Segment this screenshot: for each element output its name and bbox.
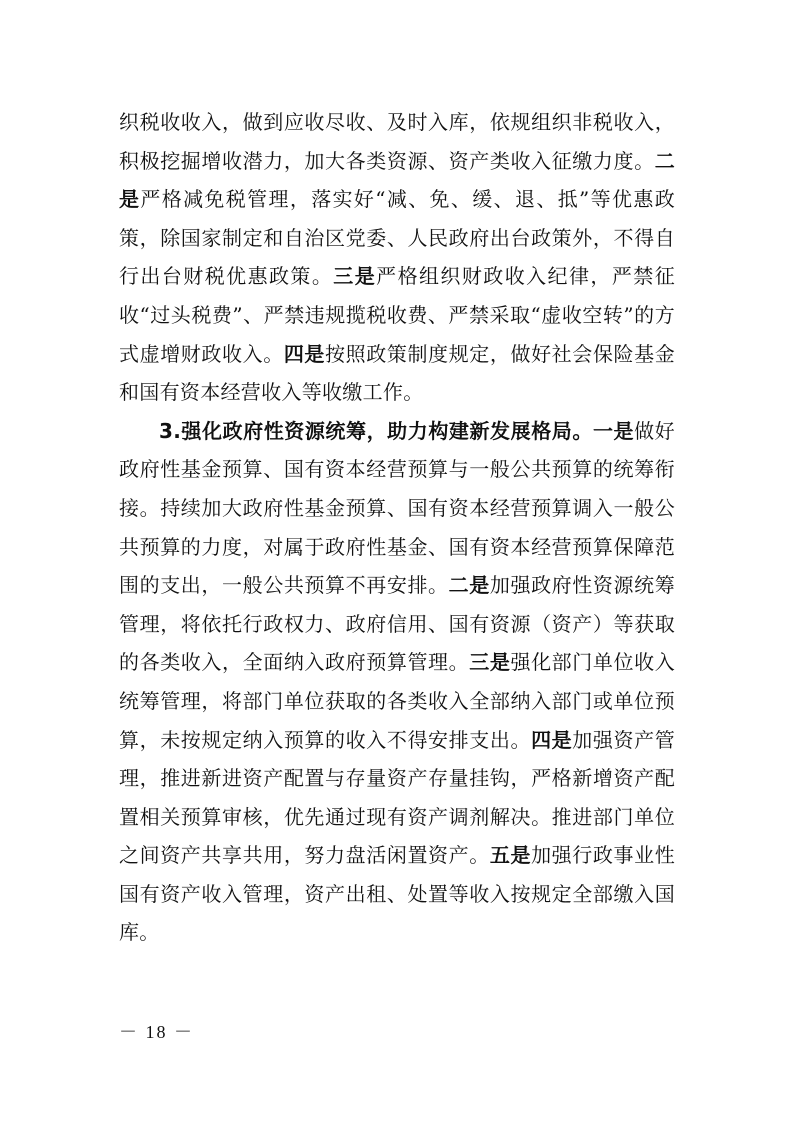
keyword-second: 二是 [119, 148, 675, 212]
paragraph-resource-coordination [119, 412, 675, 952]
keyword-third: 三是 [333, 264, 377, 289]
body-text [119, 103, 675, 952]
sentence: 按照政策制度规定，做好社会保险基金和国有资本经营收入等收缴工作。 [119, 341, 675, 405]
keyword-fifth: 五是 [489, 843, 532, 868]
sentence: 严格组织财政收入纪律，严禁征收“过头税费”、严禁违规揽税收费、严禁采取“虚收空转”的方式虚增财政收入。 [119, 264, 675, 366]
sentence: 强化部门单位收入统筹管理，将部门单位获取的各类收入全部纳入部门或单位预算，未按规定纳入预算的收入不得安排支出。 [119, 650, 675, 752]
sentence: 加强行政事业性国有资产收入管理，资产出租、处置等收入按规定全部缴入国库。 [119, 843, 675, 945]
paragraph-revenue-collection [119, 103, 675, 412]
sentence: 加强资产管理，推进新进资产配置与存量资产存量挂钩，严格新增资产配置相关预算审核，优先通过现有资产调剂解决。推进部门单位之间资产共享共用，努力盘活闲置资产。 [119, 727, 676, 868]
sentence: 做好政府性基金预算、国有资本经营预算与一般公共预算的统筹衔接。持续加大政府性基金预算、国有资本经营预算调入一般公共预算的力度，对属于政府性基金、国有资本经营预算保障范围的支出，一般公共预算不再安排。 [119, 418, 675, 598]
keyword-third: 三是 [469, 650, 511, 675]
section-heading: 3.强化政府性资源统筹，助力构建新发展格局。 [159, 418, 593, 443]
sentence: 加强政府性资源统筹管理，将依托行政权力、政府信用、国有资源（资产）等获取的各类收入，全面纳入政府预算管理。 [119, 573, 675, 675]
sentence: 严格减免税管理，落实好“减、免、缓、退、抵”等优惠政策，除国家制定和自治区党委、人民政府出台政策外，不得自行出台财税优惠政策。 [119, 187, 675, 289]
page-number: － 18 － [119, 1022, 194, 1042]
keyword-second: 二是 [448, 573, 490, 598]
sentence: 织税收收入，做到应收尽收、及时入库，依规组织非税收入，积极挖掘增收潜力，加大各类资源、资产类收入征缴力度。 [119, 110, 675, 173]
keyword-first: 一是 [592, 418, 635, 443]
keyword-fourth: 四是 [283, 341, 326, 366]
keyword-fourth: 四是 [531, 727, 573, 752]
